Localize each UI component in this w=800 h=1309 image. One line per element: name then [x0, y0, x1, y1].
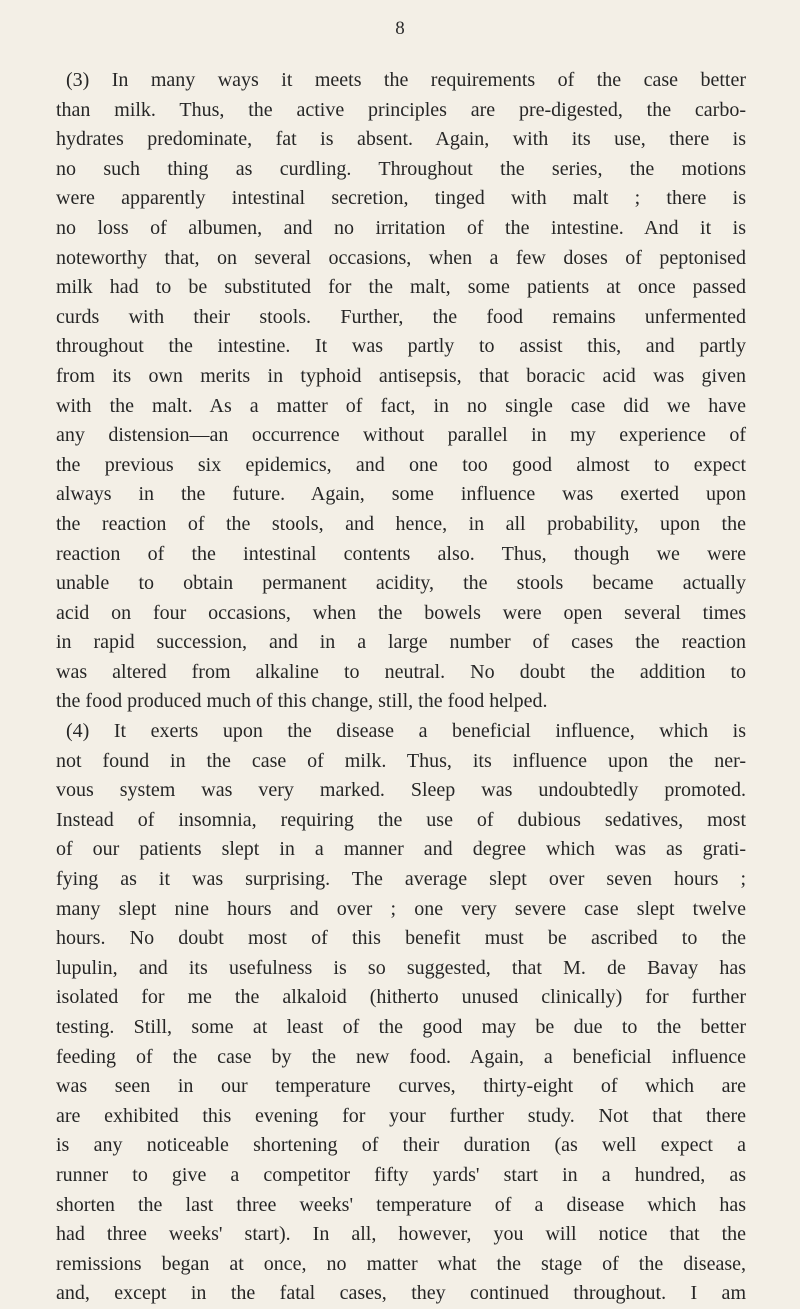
- text-line: is any noticeable shortening of their duration (as well expect a: [56, 1134, 746, 1157]
- text-line: any distension—an occurrence without parallel in my experience of: [56, 424, 746, 447]
- text-line: (3) In many ways it meets the requirements of the case better: [66, 69, 746, 91]
- text-line: and, except in the fatal cases, they continued throughout. I am: [56, 1282, 746, 1305]
- text-line: feeding of the case by the new food. Again, a beneficial influence: [56, 1045, 746, 1068]
- text-line: many slept nine hours and over ; one very severe case slept twelve: [56, 897, 746, 920]
- text-line: no such thing as curdling. Throughout the series, the motions: [56, 157, 746, 180]
- text-line: than milk. Thus, the active principles are pre-digested, the carbo-: [56, 98, 746, 121]
- text-line: remissions began at once, no matter what the stage of the disease,: [56, 1252, 746, 1275]
- text-line: are exhibited this evening for your further study. Not that there: [56, 1104, 746, 1127]
- text-line: shorten the last three weeks' temperature of a disease which has: [56, 1193, 746, 1216]
- paragraph-3: [56, 66, 746, 717]
- text-line: fying as it was surprising. The average slept over seven hours ;: [56, 868, 746, 891]
- text-line: from its own merits in typhoid antisepsis, that boracic acid was given: [56, 364, 746, 387]
- text-line: not found in the case of milk. Thus, its influence upon the ner-: [56, 749, 746, 772]
- page-number: 8: [395, 18, 405, 39]
- text-line: hydrates predominate, fat is absent. Again, with its use, there is: [56, 128, 746, 151]
- text-line: always in the future. Again, some influence was exerted upon: [56, 483, 746, 506]
- text-line: were apparently intestinal secretion, tinged with malt ; there is: [56, 187, 746, 210]
- paragraph-4: [56, 717, 746, 1309]
- body-text: [56, 66, 746, 1309]
- text-line: of our patients slept in a manner and degree which was as grati-: [56, 838, 746, 861]
- text-line: acid on four occasions, when the bowels were open several times: [56, 601, 746, 624]
- text-line: curds with their stools. Further, the food remains unfermented: [56, 305, 746, 328]
- text-line: the previous six epidemics, and one too good almost to expect: [56, 453, 746, 476]
- text-line: testing. Still, some at least of the good may be due to the better: [56, 1016, 746, 1038]
- text-line: no loss of albumen, and no irritation of the intestine. And it is: [56, 216, 746, 239]
- text-line: throughout the intestine. It was partly to assist this, and partly: [56, 335, 746, 358]
- text-line: vous system was very marked. Sleep was undoubtedly promoted.: [56, 779, 746, 802]
- text-line: (4) It exerts upon the disease a beneficial influence, which is: [66, 720, 746, 743]
- text-line: isolated for me the alkaloid (hitherto unused clinically) for further: [56, 986, 746, 1009]
- text-line: the reaction of the stools, and hence, in all probability, upon the: [56, 512, 746, 535]
- text-line: lupulin, and its usefulness is so suggested, that M. de Bavay has: [56, 956, 746, 979]
- text-line: noteworthy that, on several occasions, when a few doses of peptonised: [56, 246, 746, 269]
- text-line: Instead of insomnia, requiring the use of dubious sedatives, most: [56, 808, 746, 831]
- text-line: the food produced much of this change, still, the food helped.: [56, 690, 548, 713]
- text-line: hours. No doubt most of this benefit must be ascribed to the: [56, 927, 746, 950]
- text-line: had three weeks' start). In all, however, you will notice that the: [56, 1223, 746, 1246]
- text-line: was seen in our temperature curves, thirty-eight of which are: [56, 1075, 746, 1098]
- text-line: reaction of the intestinal contents also. Thus, though we were: [56, 542, 746, 565]
- text-line: unable to obtain permanent acidity, the stools became actually: [56, 572, 746, 595]
- text-line: runner to give a competitor fifty yards' start in a hundred, as: [56, 1163, 746, 1186]
- text-line: was altered from alkaline to neutral. No doubt the addition to: [56, 660, 746, 683]
- text-line: in rapid succession, and in a large number of cases the reaction: [56, 631, 746, 654]
- text-line: with the malt. As a matter of fact, in no single case did we have: [56, 394, 746, 417]
- text-line: milk had to be substituted for the malt, some patients at once passed: [56, 276, 746, 299]
